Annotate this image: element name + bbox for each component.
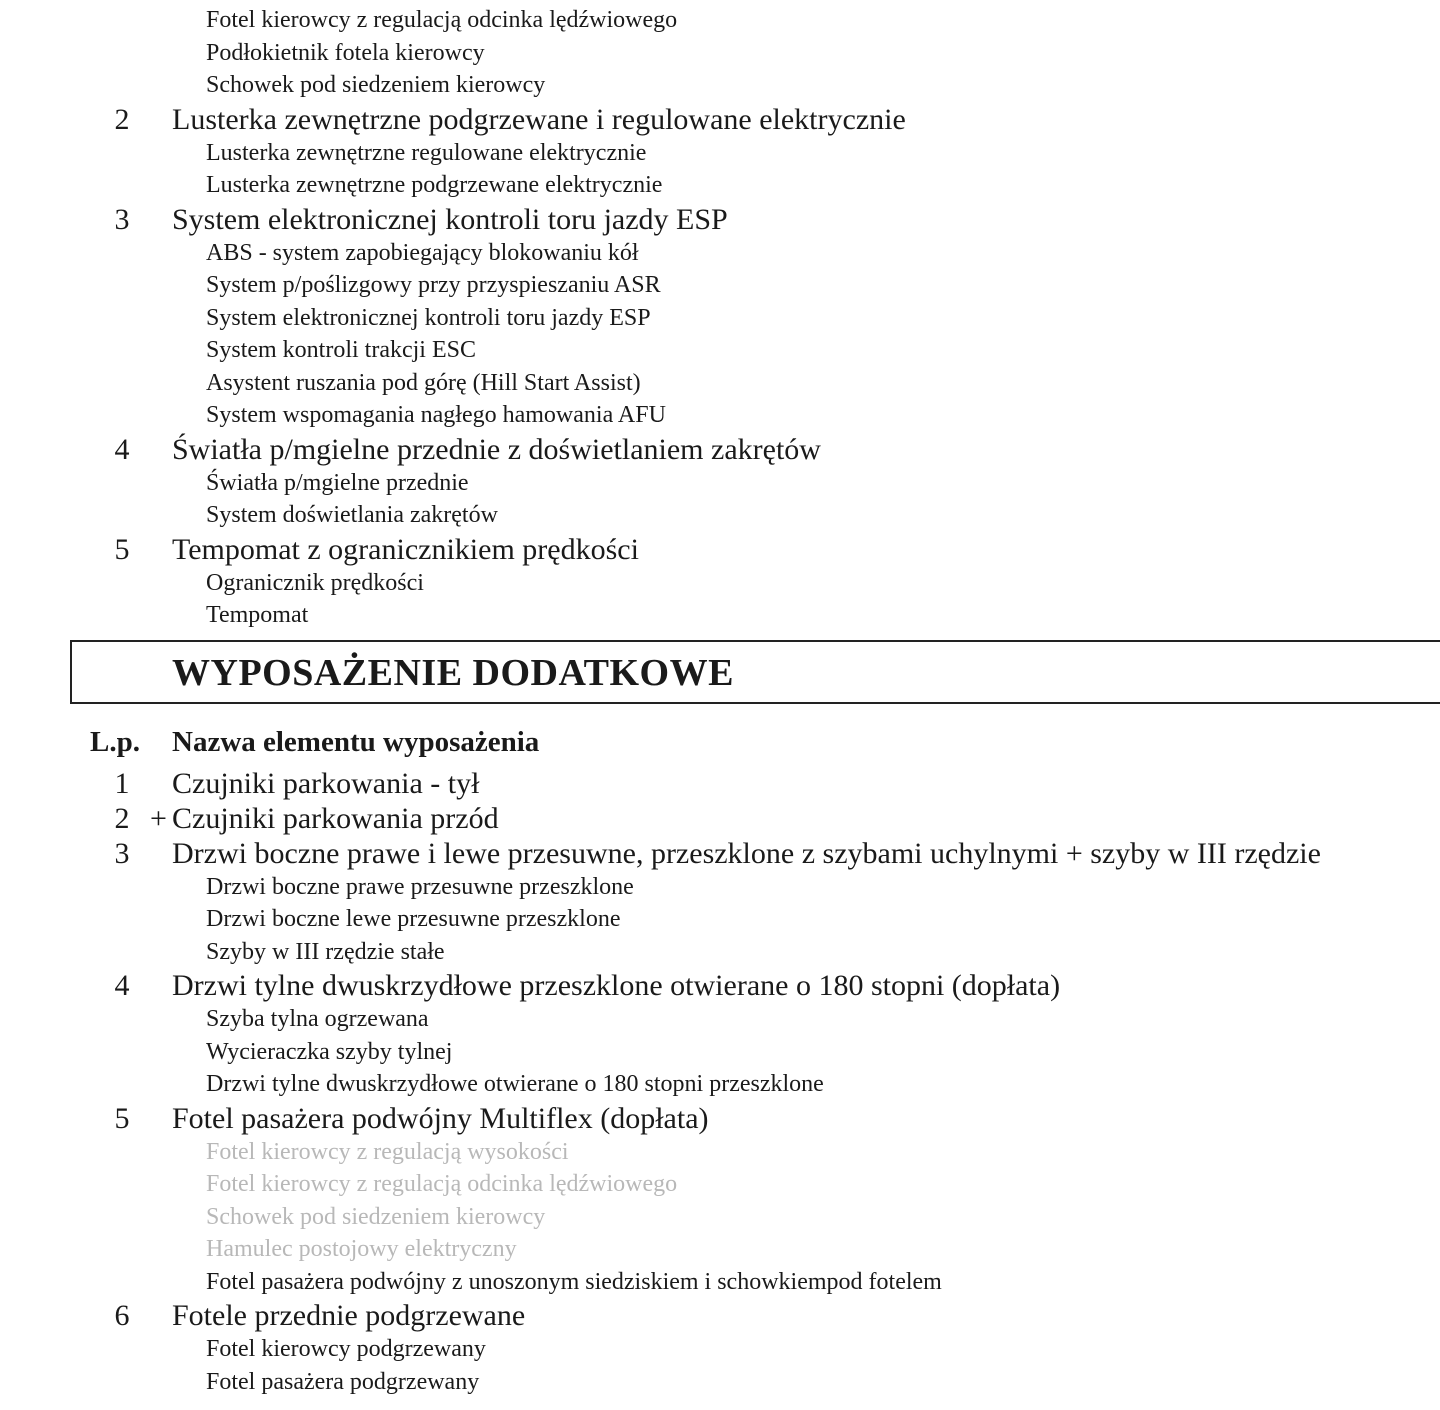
equipment-item [0, 532, 1440, 567]
item-label: Tempomat z ogranicznikiem prędkości [172, 532, 639, 566]
item-number: 2 [114, 801, 130, 835]
equipment-subitem: Światła p/mgielne przednie [206, 469, 469, 496]
item-label: Drzwi boczne prawe i lewe przesuwne, przeszklone z szybami uchylnymi + szyby w III rzędzie [172, 836, 1321, 870]
column-header-name: Nazwa elementu wyposażenia [172, 725, 540, 758]
item-label: Lusterka zewnętrzne podgrzewane i regulowane elektrycznie [172, 102, 906, 136]
equipment-subitem: Lusterka zewnętrzne podgrzewane elektrycznie [206, 172, 663, 198]
equipment-item [0, 1298, 1440, 1333]
equipment-subitem: System kontroli trakcji ESC [206, 337, 476, 363]
equipment-item [0, 968, 1440, 1003]
item-label: Drzwi tylne dwuskrzydłowe przeszklone otwierane o 180 stopni (dopłata) [172, 969, 1061, 1002]
equipment-subitem: Tempomat [206, 602, 309, 628]
item-label: Czujniki parkowania - tył [172, 766, 480, 800]
equipment-subitem: Fotel pasażera podwójny z unoszonym siedziskiem i schowkiempod fotelem [206, 1268, 942, 1295]
item-number: 5 [114, 1101, 130, 1135]
equipment-item [0, 801, 1440, 836]
item-prefix: + [150, 801, 167, 835]
equipment-item [0, 836, 1440, 871]
item-number: 1 [114, 766, 130, 800]
section-title-box [70, 640, 1440, 704]
equipment-item [0, 766, 1440, 801]
equipment-subitem: Szyba tylna ogrzewana [206, 1006, 429, 1032]
item-number: 6 [114, 1299, 130, 1332]
column-header-lp: L.p. [90, 725, 140, 758]
equipment-subitem: Drzwi tylne dwuskrzydłowe otwierane o 180 stopni przeszklone [206, 1071, 824, 1097]
additional-equipment-list [0, 766, 1440, 1399]
equipment-subitem: Schowek pod siedzeniem kierowcy [206, 72, 546, 98]
equipment-subitem: Wycieraczka szyby tylnej [206, 1038, 453, 1065]
equipment-document [0, 4, 1440, 1398]
item-label: Fotel pasażera podwójny Multiflex (dopłata) [172, 1101, 709, 1135]
equipment-subitem: Fotel pasażera podgrzewany [206, 1368, 480, 1395]
equipment-subitem: System doświetlania zakrętów [206, 502, 498, 528]
item-label: Czujniki parkowania przód [172, 801, 499, 835]
equipment-subitem: System p/poślizgowy przy przyspieszaniu ASR [206, 272, 661, 298]
equipment-subitem: Drzwi boczne prawe przesuwne przeszklone [206, 873, 634, 900]
equipment-subitem: Lusterka zewnętrzne regulowane elektrycznie [206, 139, 647, 166]
item-number: 3 [114, 836, 130, 870]
item-label: Światła p/mgielne przednie z doświetlaniem zakrętów [172, 432, 821, 466]
equipment-subitem: Fotel kierowcy z regulacją odcinka lędźwiowego [206, 7, 678, 33]
item-number: 5 [114, 532, 130, 566]
item-number: 4 [114, 432, 130, 466]
equipment-subitem: Schowek pod siedzeniem kierowcy [206, 1203, 546, 1230]
equipment-item [0, 432, 1440, 467]
item-number: 3 [114, 202, 130, 236]
item-number: 4 [114, 969, 130, 1002]
item-label: Fotele przednie podgrzewane [172, 1299, 526, 1332]
equipment-subitem: Podłokietnik fotela kierowcy [206, 39, 485, 66]
equipment-subitem: Szyby w III rzędzie stałe [206, 938, 445, 965]
equipment-item [0, 102, 1440, 137]
equipment-subitem: Asystent ruszania pod górę (Hill Start Assist) [206, 369, 641, 396]
column-header [0, 722, 1440, 762]
equipment-subitem: Drzwi boczne lewe przesuwne przeszklone [206, 906, 621, 932]
equipment-subitem: Hamulec postojowy elektryczny [206, 1236, 517, 1262]
equipment-subitem: Fotel kierowcy podgrzewany [206, 1336, 486, 1362]
section-title: WYPOSAŻENIE DODATKOWE [172, 651, 734, 694]
item-number: 2 [114, 102, 130, 136]
equipment-subitem: System elektronicznej kontroli toru jazdy ESP [206, 304, 651, 331]
item-label: System elektronicznej kontroli toru jazdy ESP [172, 202, 728, 236]
equipment-subitem: Fotel kierowcy z regulacją odcinka lędźwiowego [206, 1171, 678, 1197]
equipment-subitem: ABS - system zapobiegający blokowaniu kół [206, 239, 639, 266]
equipment-subitem: System wspomagania nagłego hamowania AFU [206, 402, 666, 428]
equipment-subitem: Ogranicznik prędkości [206, 569, 424, 596]
equipment-subitem: Fotel kierowcy z regulacją wysokości [206, 1138, 569, 1165]
equipment-item [0, 1101, 1440, 1136]
standard-equipment-list [0, 4, 1440, 632]
equipment-item [0, 202, 1440, 237]
